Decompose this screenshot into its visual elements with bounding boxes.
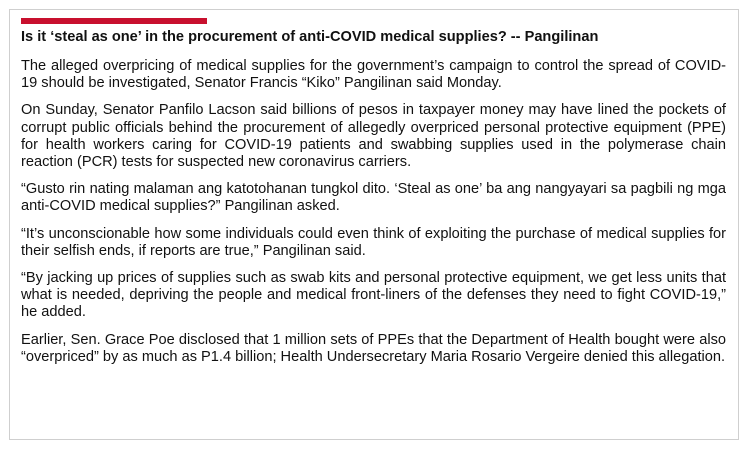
- article-paragraph-3: “Gusto rin nating malaman ang katotohanan tungkol dito. ‘Steal as one’ ba ang nangyayari sa pagbili ng mga anti-COVID medical supplies?” Pangilinan asked.: [21, 181, 726, 215]
- news-article: [21, 29, 726, 376]
- article-paragraph-4: “It’s unconscionable how some individuals could even think of exploiting the purchase of medical supplies for their selfish ends, if reports are true,” Pangilinan said.: [21, 225, 726, 259]
- article-paragraph-5: “By jacking up prices of supplies such as swab kits and personal protective equipment, we get less units that what is needed, depriving the people and medical front-liners of the defenses they need to fight COVID-19,” he added.: [21, 270, 726, 321]
- article-paragraph-6: Earlier, Sen. Grace Poe disclosed that 1 million sets of PPEs that the Department of Health bought were also “overpriced” by as much as P1.4 billion; Health Undersecretary Maria Rosario Vergeire denied this allegation.: [21, 331, 726, 365]
- article-paragraph-1: The alleged overpricing of medical supplies for the government’s campaign to control the spread of COVID-19 should be investigated, Senator Francis “Kiko” Pangilinan said Monday.: [21, 58, 726, 92]
- article-headline: Is it ‘steal as one’ in the procurement of anti-COVID medical supplies? -- Pangilinan: [21, 29, 599, 45]
- article-paragraph-2: On Sunday, Senator Panfilo Lacson said billions of pesos in taxpayer money may have lined the pockets of corrupt public officials behind the procurement of allegedly overpriced personal protective equipment (PPE) for health workers caring for COVID-19 patients and swabbing supplies used in the polymerase chain reaction (PCR) tests for suspected new coronavirus carriers.: [21, 102, 726, 171]
- accent-bar: [21, 18, 207, 24]
